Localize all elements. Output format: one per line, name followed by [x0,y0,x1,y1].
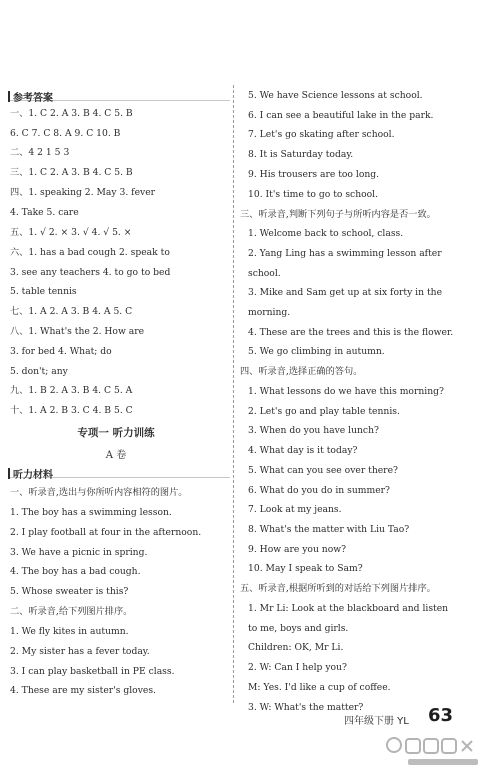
material-line: 2. My sister has a fever today. [10,646,150,657]
answers-header [8,86,230,104]
right-line: 9. How are you now? [248,544,347,555]
right-line: 三、听录音,判断下列句子与所听内容是否一致。 [240,209,436,220]
answer-line: 5. don't; any [10,366,68,377]
right-line: 1. Mr Li: Look at the blackboard and listen [248,603,449,614]
answer-line: 八、1. What's the 2. How are [10,326,145,337]
material-header [8,463,230,481]
header-mark [8,91,10,102]
answer-line: 一、1. C 2. A 3. B 4. C 5. B [10,108,133,119]
right-line: 4. These are the trees and this is the flower. [248,327,454,338]
material-line: 4. The boy has a bad cough. [10,566,141,577]
right-line: 3. Mike and Sam get up at six forty in the [248,287,443,298]
special-title: 专项一 听力训练 [77,427,155,439]
answer-line: 九、1. B 2. A 3. B 4. C 5. A [10,385,133,396]
right-line: 7. Look at my jeans. [248,504,342,515]
answer-line: 五、1. √ 2. × 3. √ 4. √ 5. × [10,227,132,238]
material-header-label: 听力材料 [13,470,53,481]
material-line: 3. We have a picnic in spring. [10,547,148,558]
right-line: 四、听录音,选择正确的答句。 [240,366,363,377]
right-line: 7. Let's go skating after school. [248,129,395,140]
right-line: 4. What day is it today? [248,445,358,456]
header-mark [8,468,10,479]
right-line: 五、听录音,根据所听到的对话给下列图片排序。 [240,583,436,594]
answers-header-label: 参考答案 [13,93,53,104]
juan-label: A 卷 [105,450,127,461]
right-line: 1. Welcome back to school, class. [248,228,404,239]
answer-line: 六、1. has a bad cough 2. speak to [10,247,170,258]
answer-line: 4. Take 5. care [10,207,79,218]
right-line: 1. What lessons do we have this morning? [248,386,444,397]
right-line: 3. W: What's the matter? [248,702,364,713]
right-line: Children: OK, Mr Li. [248,642,344,653]
answer-line: 6. C 7. C 8. A 9. C 10. B [10,128,121,139]
answer-line: 三、1. C 2. A 3. B 4. C 5. B [10,167,133,178]
right-line: 2. W: Can I help you? [248,662,347,673]
material-line: 5. Whose sweater is this? [10,586,129,597]
right-line: 10. It's time to go to school. [248,189,379,200]
answer-line: 七、1. A 2. A 3. B 4. A 5. C [10,306,133,317]
right-line: 10. May I speak to Sam? [248,563,363,574]
right-line: 2. Let's go and play table tennis. [248,406,400,417]
right-line: 9. His trousers are too long. [248,169,380,180]
right-line: M: Yes. I'd like a cup of coffee. [248,682,391,693]
material-line: 1. We fly kites in autumn. [10,626,129,637]
right-line: school. [248,268,281,279]
answer-line: 3. see any teachers 4. to go to bed [10,267,171,278]
material-line: 二、听录音,给下列图片排序。 [10,606,133,617]
material-line: 1. The boy has a swimming lesson. [10,507,172,518]
right-line: 5. What can you see over there? [248,465,398,476]
answer-line: 5. table tennis [10,286,77,297]
right-line: 6. What do you do in summer? [248,485,390,496]
right-line: morning. [248,307,291,318]
right-line: 8. It is Saturday today. [248,149,354,160]
page-footer [0,705,500,733]
answer-line: 二、4 2 1 5 3 [10,147,70,158]
material-line: 3. I can play basketball in PE class. [10,666,175,677]
right-line: 2. Yang Ling has a swimming lesson after [248,248,442,259]
column-divider [233,85,234,703]
material-line: 2. I play football at four in the afternoon. [10,527,202,538]
grade-label: 四年级下册 YL [344,716,409,727]
right-line: 8. What's the matter with Liu Tao? [248,524,410,535]
right-line: to me, boys and girls. [248,623,349,634]
material-line: 4. These are my sister's gloves. [10,685,156,696]
answer-line: 四、1. speaking 2. May 3. fever [10,187,156,198]
answer-line: 十、1. A 2. B 3. C 4. B 5. C [10,405,133,416]
page-number: 63 [428,705,454,726]
right-line: 3. When do you have lunch? [248,425,379,436]
answer-line: 3. for bed 4. What; do [10,346,112,357]
right-line: 5. We go climbing in autumn. [248,346,385,357]
right-line: 6. I can see a beautiful lake in the park. [248,110,434,121]
watermark-logo-icon [384,733,496,769]
right-line: 5. We have Science lessons at school. [248,90,423,101]
material-line: 一、听录音,选出与你所听内容相符的图片。 [10,487,188,498]
